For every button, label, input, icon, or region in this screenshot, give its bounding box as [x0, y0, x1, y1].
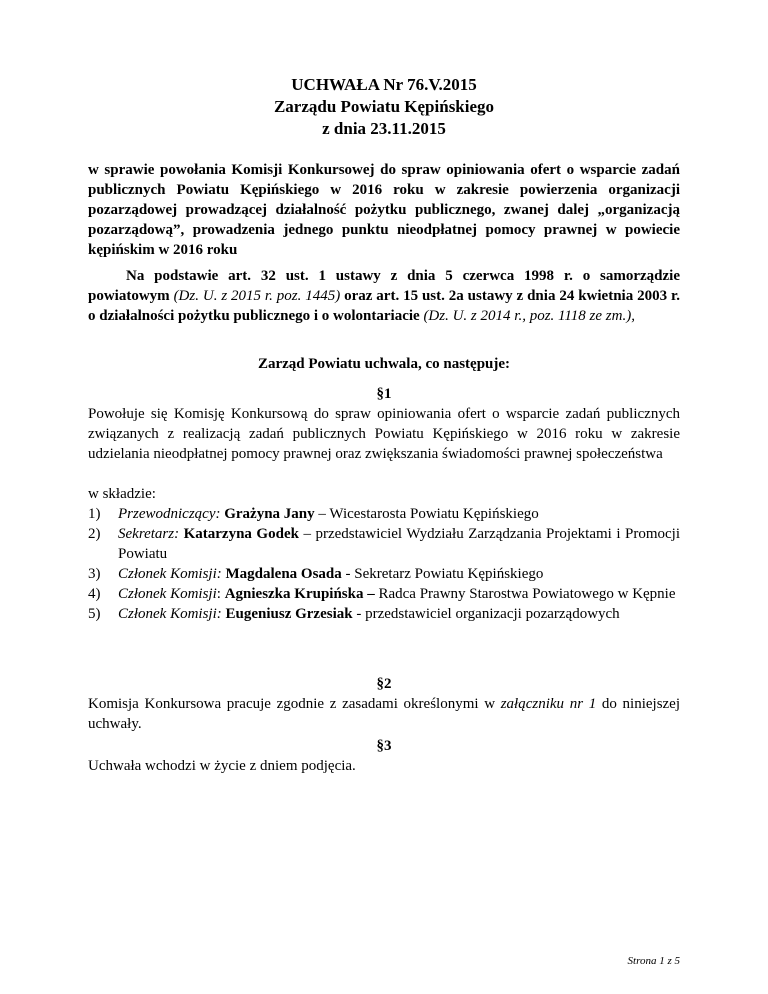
member-description: – przedstawiciel Wydziału Zarządzania Projektami i Promocji Powiatu	[118, 526, 680, 562]
section-2-text-b: do niniejszej uchwały.	[88, 696, 681, 732]
legal-reference-1: (Dz. U. z 2015 r. poz. 1445)	[173, 288, 341, 304]
legal-basis-part1: Na podstawie art. 32 ust. 1 ustawy z dnia 5 czerwca 1998 r. o samorządzie powiatowym	[88, 268, 680, 304]
section-3-mark: §3	[376, 738, 392, 754]
member-name: Agnieszka Krupińska –	[224, 586, 375, 602]
resolution-subject: w sprawie powołania Komisji Konkursowej do spraw opiniowania ofert o wsparcie zadań publicznych Powiatu Kępińskiego w 2016 roku w zakresie powierzenia organizacji pozarządowej prowadzącej działalność pożytku publicznego, zwanej dalej „organizacją pozarządową”, prowadzenia jednego punktu nieodpłatnej pomocy prawnej w powiecie kępińskim w 2016 roku	[88, 162, 680, 258]
resolution-date: z dnia 23.11.2015	[322, 119, 446, 138]
member-description: - przedstawiciel organizacji pozarządowych	[352, 606, 620, 622]
list-number: 3)	[88, 566, 101, 582]
legal-reference-2: (Dz. U. z 2014 r., poz. 1118 ze zm.),	[423, 308, 635, 324]
attachment-reference: załączniku nr 1	[500, 696, 597, 712]
list-item	[88, 604, 680, 624]
member-name: Grażyna Jany	[224, 506, 315, 522]
section-2-text-a: Komisja Konkursowa pracuje zgodnie z zasadami określonymi w	[88, 696, 501, 712]
member-description: - Sekretarz Powiatu Kępińskiego	[341, 566, 544, 582]
list-item	[88, 564, 680, 584]
member-role: Sekretarz:	[118, 526, 180, 542]
member-role: Członek Komisji	[118, 586, 217, 602]
section-3-text: Uchwała wchodzi w życie z dniem podjęcia.	[88, 758, 356, 774]
list-item: 4) Członek Komisji: Agnieszka Krupińska – Radca Prawny Starostwa Powiatowego w Kępnie	[88, 586, 676, 602]
member-role: Członek Komisji:	[118, 566, 222, 582]
list-number: 1)	[88, 506, 101, 522]
list-number: 2)	[88, 526, 101, 542]
section-2-mark: §2	[376, 676, 392, 692]
section-2-text	[88, 694, 680, 734]
section-1-mark: §1	[376, 386, 392, 402]
member-role: Przewodniczący:	[118, 506, 221, 522]
list-number: 5)	[88, 606, 101, 622]
legal-basis-part2: oraz art. 15 ust. 2a ustawy z dnia 24 kwietnia 2003 r. o działalności pożytku publicznego i o wolontariacie	[88, 288, 681, 324]
composition-label: w składzie:	[88, 486, 156, 502]
member-name: Eugeniusz Grzesiak	[225, 606, 353, 622]
list-item	[88, 504, 680, 524]
list-item	[88, 524, 680, 564]
resolution-statement: Zarząd Powiatu uchwala, co następuje:	[257, 356, 511, 372]
member-description: Radca Prawny Starostwa Powiatowego w Kępnie	[374, 586, 676, 602]
resolution-number: UCHWAŁA Nr 76.V.2015	[291, 75, 477, 94]
member-name: Magdalena Osada	[225, 566, 342, 582]
list-number: 4)	[88, 586, 101, 602]
member-description: – Wicestarosta Powiatu Kępińskiego	[314, 506, 539, 522]
section-1-text: Powołuje się Komisję Konkursową do spraw opiniowania ofert o wsparcie zadań publicznych związanych z realizacją zadań publicznych Powiatu Kępińskiego w 2016 roku w zakresie udzielania nieodpłatnej pomocy prawnej oraz zwiększania świadomości prawnej społeczeństwa	[88, 406, 680, 462]
issuing-body: Zarządu Powiatu Kępińskiego	[273, 97, 495, 116]
commission-members-list	[88, 504, 680, 624]
page-number: Strona 1 z 5	[627, 955, 680, 967]
legal-basis	[88, 266, 680, 326]
member-name: Katarzyna Godek	[183, 526, 299, 542]
member-role: Członek Komisji:	[118, 606, 222, 622]
